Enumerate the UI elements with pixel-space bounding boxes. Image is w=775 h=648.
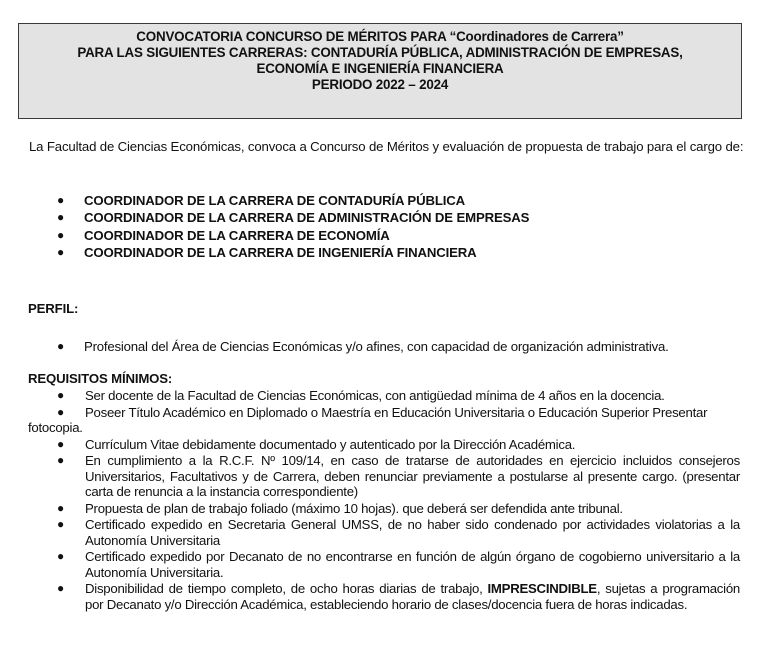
title-line-2: PARA LAS SIGUIENTES CARRERAS: CONTADURÍA PÚBLICA, ADMINISTRACIÓN DE EMPRESAS, [77, 45, 683, 60]
perfil-list [57, 338, 669, 355]
bullet-icon: ● [57, 244, 65, 259]
bullet-icon: ● [57, 436, 64, 451]
title-line-4: PERIODO 2022 – 2024 [311, 77, 449, 92]
bullet-icon: ● [57, 193, 65, 207]
intro-paragraph: La Facultad de Ciencias Económicas, convoca a Concurso de Méritos y evaluación de propuesta de trabajo para el cargo de: [29, 139, 744, 154]
emphasis-text: IMPRESCINDIBLE [487, 581, 597, 596]
list-item: ● Propuesta de plan de trabajo foliado (máximo 10 hojas). que deberá ser defendida ante tribunal. [57, 500, 623, 516]
title-box [18, 23, 742, 119]
list-item: ● Profesional del Área de Ciencias Económicas y/o afines, con capacidad de organización administrativa. [57, 339, 669, 354]
title-line-3: ECONOMÍA E INGENIERÍA FINANCIERA [256, 61, 504, 76]
bullet-icon: ● [57, 388, 64, 402]
list-item: ● Disponibilidad de tiempo completo, de ocho horas diarias de trabajo, IMPRESCINDIBLE, sujetas a programación por Decanato y/o Dirección Académica, estableciendo horario de clases/docencia fuera de horas indicadas. [57, 581, 740, 612]
list-item: ● COORDINADOR DE LA CARRERA DE CONTADURÍA PÚBLICA [57, 193, 465, 208]
list-item: ● Certificado expedido por Decanato de no encontrarse en función de algún órgano de cogobierno universitario a la Autonomía Universitaria. [57, 549, 740, 580]
bullet-icon: ● [57, 404, 64, 419]
bullet-icon: ● [57, 227, 65, 242]
cargos-list [57, 192, 529, 261]
requisitos-list [28, 388, 740, 613]
list-item: ● COORDINADOR DE LA CARRERA DE ECONOMÍA [57, 227, 390, 243]
perfil-heading: PERFIL: [28, 301, 79, 316]
title-line-1: CONVOCATORIA CONCURSO DE MÉRITOS PARA “Coordinadores de Carrera” [136, 29, 624, 44]
bullet-icon: ● [57, 549, 64, 563]
bullet-icon: ● [57, 453, 64, 467]
requisitos-heading: REQUISITOS MÍNIMOS: [28, 371, 173, 386]
list-item: ● Currículum Vitae debidamente documentado y autenticado por la Dirección Académica. [57, 436, 576, 452]
list-item: ● Certificado expedido en Secretaria General UMSS, de no haber sido condenado por actividades violatorias a la Autonomía Universitaria [57, 517, 740, 548]
list-item: ● Ser docente de la Facultad de Ciencias Económicas, con antigüedad mínima de 4 años en la docencia. [57, 388, 665, 403]
bullet-icon: ● [57, 500, 64, 515]
bullet-icon: ● [57, 210, 65, 225]
bullet-icon: ● [57, 339, 65, 353]
list-item: ● COORDINADOR DE LA CARRERA DE INGENIERÍA FINANCIERA [57, 244, 477, 260]
bullet-icon: ● [57, 517, 64, 531]
list-item: ● En cumplimiento a la R.C.F. Nº 109/14, en caso de tratarse de autoridades en ejercicio incluidos consejeros Universitarios, Facultativos y de Carrera, deben renunciar previamente a postularse al presente cargo. (presentar carta de renuncia a la instancia correspondiente) [57, 453, 740, 499]
list-item: ● Poseer Título Académico en Diplomado o Maestría en Educación Universitaria o Educación Superior Presentar fotocopia. [28, 404, 708, 435]
list-item: ● COORDINADOR DE LA CARRERA DE ADMINISTRACIÓN DE EMPRESAS [57, 210, 530, 226]
bullet-icon: ● [57, 581, 64, 595]
